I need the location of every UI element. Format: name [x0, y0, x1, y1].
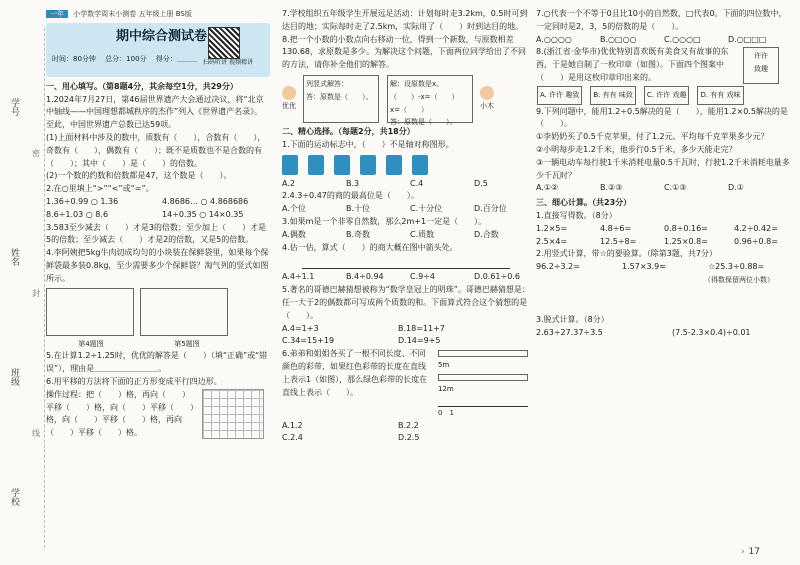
option[interactable]: D.2.5 — [398, 433, 420, 443]
option[interactable]: A.偶数 — [282, 229, 306, 239]
q2-3-options — [282, 229, 530, 242]
q2-8-options — [536, 85, 794, 106]
binding-strip — [0, 28, 45, 548]
strip-cut-2: 封 — [32, 289, 40, 298]
option[interactable]: A.○○○○ — [536, 34, 572, 44]
page-number: › 17 — [740, 547, 760, 557]
q2-6-options-a — [282, 420, 530, 433]
strip-label-name: 姓名 — [9, 248, 19, 266]
line-0: 0 — [438, 408, 443, 417]
name-xiaomu: 小木 — [480, 101, 494, 110]
calc-2-note: （得数保留两位小数） — [704, 275, 774, 284]
option[interactable]: C.4 — [410, 178, 424, 188]
q2-6: 6.弟弟和姐姐各买了一根不同长度、不同颜色的彩带，如果红色彩带的长度在直线上表示1（如图），那么绿色彩带的长度在直线上表示（ ）。 — [282, 349, 428, 397]
option[interactable]: A.2 — [282, 178, 295, 188]
total-score: 总分：100分 — [105, 54, 147, 63]
option[interactable]: D.14=9+5 — [398, 336, 441, 346]
qr-caption: 扫码听讲 视频精讲 — [203, 58, 253, 66]
option[interactable]: C.2.4 — [282, 433, 303, 443]
ribbon-figure — [438, 348, 528, 419]
calc-1: 1.直接写得数。（8分） — [536, 210, 617, 220]
option[interactable]: B.2.2 — [398, 420, 419, 430]
q2-2-options — [282, 203, 530, 216]
option[interactable]: A.个位 — [282, 204, 306, 214]
seal-figure: 许许 致趣 — [743, 47, 779, 83]
q2-item: 1.36÷0.99 ○ 1.36 — [46, 196, 119, 206]
fig4-caption: 第4题图 — [78, 339, 104, 348]
seal-option-c[interactable]: C. 许许 戏趣 — [644, 86, 690, 105]
strip-label-class: 班级 — [9, 368, 19, 386]
q2-9a: ①李奶奶买了0.5千克苹果，付了1.2元。平均每千克苹果多少元？ — [536, 132, 769, 142]
sport-icon — [360, 155, 376, 175]
option[interactable]: D.5 — [474, 178, 488, 188]
sport-icon — [308, 155, 324, 175]
q1: 1.2024年7月27日，第46届世界遗产大会通过决议，将“北京中轴线——中国理想都城秩序的杰作”列入《世界遗产名录》。至此，中国世界遗产总数已达59项。 — [46, 94, 264, 130]
option[interactable]: B.4÷0.94 — [346, 272, 384, 282]
option[interactable]: B.○□○○ — [600, 34, 637, 44]
calc-3-row — [536, 327, 794, 340]
avatar-youyou — [282, 86, 296, 100]
option[interactable]: A.1.2 — [282, 420, 303, 430]
option[interactable]: D.○□□□ — [728, 34, 767, 44]
section-2-title: 二、精心选择。（每题2分，共18分） — [282, 126, 415, 136]
option[interactable]: A.①② — [536, 183, 559, 193]
seal-option-a[interactable]: A. 许许 趣致 — [537, 86, 582, 105]
seal-option-b[interactable]: B. 有有 味致 — [590, 86, 636, 105]
calc-2-row — [536, 261, 794, 274]
sport-icon — [282, 155, 298, 175]
qr-code-icon[interactable] — [208, 27, 240, 59]
time-limit: 时间：80分钟 — [52, 54, 96, 63]
exam-title: 期中综合测试卷 — [116, 28, 208, 44]
title-banner — [46, 23, 270, 77]
q2-1-options — [282, 178, 530, 191]
grade-tag: 一年 — [46, 10, 68, 18]
q2-item: 8.6÷1.03 ○ 8.6 — [46, 209, 109, 219]
option[interactable]: D.0.61÷0.6 — [474, 272, 520, 282]
edition: 五年级上册 BS版 — [138, 10, 192, 18]
sport-icon — [386, 155, 402, 175]
q4-q5-figures — [46, 288, 270, 336]
option[interactable]: C.34=15+19 — [282, 336, 335, 346]
q2-row-1 — [46, 196, 270, 209]
calc-1-row-2 — [536, 236, 794, 249]
q6-body — [46, 389, 270, 440]
q2-row-2 — [46, 209, 270, 222]
calc-item: 2.5×4= — [536, 236, 568, 246]
q2: 2.在○里填上“>”“<”或“=”。 — [46, 184, 154, 194]
q1a: (1)上面材料中涉及的数中，质数有（ ），合数有（ ），奇数有（ ），偶数有（ ）；既不是质数也不是合数的有（ ）；其中（ ）是（ ）的倍数。 — [46, 132, 266, 168]
q2-9c: ③一辆电动车每行驶1千米消耗电量0.5千瓦时，行驶1.2千米消耗电量多少千瓦时？ — [536, 157, 790, 180]
calc-3: 3.脱式计算。（8分） — [536, 314, 609, 324]
strip-cut-3: 线 — [32, 429, 40, 438]
score-line: 得分： — [155, 54, 177, 63]
q4: 4.李阿姨把5kg牛肉切成均匀的小块装在保鲜袋里，如果每个保鲜袋最多装0.8kg，至少需要多少个保鲜袋？淘气列的竖式如图所示。 — [46, 248, 269, 283]
q6: 6.用平移的方法将下面的正方形变成平行四边形。 — [46, 376, 222, 386]
option[interactable]: C.质数 — [410, 229, 435, 239]
calc-2: 2.用竖式计算，带☆的要验算。（除第3题，共7分） — [536, 249, 717, 259]
calc-item: 2.63÷27.37÷3.5 — [536, 327, 603, 337]
exam-meta: 时间：80分钟 总分：100分 得分：＿＿＿ — [52, 54, 198, 63]
q2-8: 8.(浙江省·金华市)优优特别喜欢既有美食又有故事的东西，于是她自制了一枚印章（如图）。下面四个图案中（ ）是用这枚印章印出来的。 — [536, 47, 729, 82]
strip-cut-1: 密 — [32, 149, 40, 158]
seal-option-d[interactable]: D. 有有 戏味 — [697, 86, 743, 105]
column-1 — [46, 8, 270, 440]
strip-label-id: 学号 — [9, 98, 19, 116]
calc-item: 4.8÷6= — [600, 223, 632, 233]
q2-1: 1.下面的运动标志中，（ ）不是轴对称图形。 — [282, 139, 454, 149]
q2-9b: ②小明每步走1.2千米，他步行0.5千米，多少天能走完？ — [536, 144, 737, 154]
option[interactable]: C.十分位 — [410, 204, 443, 214]
q8-cards — [282, 74, 530, 127]
q2-item: 4.8686… ○ 4.868686 — [162, 196, 249, 206]
column-2 — [282, 8, 530, 445]
calc-item: 96.2÷3.2= — [536, 262, 580, 272]
q1b: (2)一个数的约数和倍数都是47，这个数是（ ）。 — [46, 171, 232, 181]
q2-9-options — [536, 182, 794, 195]
option[interactable]: D.合数 — [474, 229, 499, 239]
strip-label-school: 学校 — [9, 488, 19, 506]
q2-7: 7.○代表一个不等于0且比10小的自然数，□代表0。下面的四位数中，一定同时是2，3，5的倍数的是（ ）。 — [536, 9, 787, 31]
option[interactable]: B.18=11+7 — [398, 323, 445, 333]
card-vertical: 列竖式解答： 答：原数是（ ）。 — [303, 75, 379, 123]
calc-item: ☆25.3÷0.88= — [708, 262, 765, 272]
option[interactable]: B.十位 — [346, 204, 371, 214]
q2-5-options-b — [282, 335, 530, 348]
fig4-division — [46, 288, 134, 336]
q2-5: 5.著名的哥德巴赫猜想被称为“数学皇冠上的明珠”。哥德巴赫猜想是：任一大于2的偶数都可写成两个质数的和。下面算式符合这个猜想的是（ ）。 — [282, 285, 530, 320]
calc-item: 1.57×3.9≈ — [622, 262, 666, 272]
sport-icons — [282, 155, 530, 175]
q2-8-body — [536, 46, 794, 84]
option[interactable]: D.百分位 — [474, 204, 507, 214]
option[interactable]: A.4÷1.1 — [282, 272, 315, 282]
q8: 8.把一个小数的小数点向右移动一位，得到一个新数，与原数相差130.68，求原数是多少。为解决这个问题，下面两位同学给出了不同的方法，请你补全他们的解答。 — [282, 34, 526, 70]
section-1-title: 一、用心填写。（第8题4分，其余每空1分，共29分） — [46, 81, 238, 91]
calc-item: 0.8÷0.16= — [664, 223, 708, 233]
option[interactable]: C.①③ — [664, 183, 687, 193]
avatar-xiaomu — [480, 86, 494, 100]
q3: 3.583至少减去（ ）才是3的倍数；至少加上（ ）才是5的倍数；至少减去（ ）才是2的倍数，又是5的倍数。 — [46, 222, 266, 245]
q5: 5.在计算1.2÷1.25时，优优的解答是（ ）（填“正确”或“错误”），理由是＿＿＿＿＿＿＿＿。 — [46, 351, 268, 374]
section-3-title: 三、细心计算。（共23分） — [536, 198, 632, 208]
fig-captions — [46, 338, 270, 351]
calc-item: 1.25×0.8= — [664, 236, 708, 246]
option[interactable]: B.②③ — [600, 183, 623, 193]
option[interactable]: B.3 — [346, 178, 360, 188]
calc-item: 12.5÷8= — [600, 236, 637, 246]
q2-5-options-a — [282, 323, 530, 336]
series: 小学数学周末小测卷 — [73, 10, 137, 18]
fig5-caption: 第5题图 — [174, 339, 200, 348]
option[interactable]: B.奇数 — [346, 229, 371, 239]
sport-icon — [334, 155, 350, 175]
header — [46, 8, 270, 21]
q7: 7.学校组织五年级学生开展远足活动：计划每时走3.2km，0.5时可到达目的地；实际每时走了2.5km，实际用了（ ）时到达目的地。 — [282, 9, 528, 31]
grid-figure — [202, 389, 264, 439]
option[interactable]: A.4=1+3 — [282, 323, 319, 333]
q2-7-options — [536, 34, 794, 47]
column-3 — [536, 8, 794, 340]
q2-3: 3.如果m是一个非零自然数，那么2m+1一定是（ ）。 — [282, 216, 487, 226]
sport-icon — [412, 155, 428, 175]
number-line — [302, 256, 510, 269]
option[interactable]: C.○○○□ — [664, 34, 701, 44]
calc-item: (7.5-2.3×0.4)÷0.01 — [672, 327, 751, 337]
q2-2: 2.4.3÷0.47的商的最高位是（ ）。 — [282, 191, 419, 201]
calc-1-row-1 — [536, 223, 794, 236]
green-len: 12m — [438, 384, 454, 393]
red-len: 5m — [438, 361, 450, 370]
q2-6-body — [282, 348, 530, 419]
q2-9: 9.下列问题中，能用1.2÷0.5解决的是（ ），能用1.2×0.5解决的是（ ）。 — [536, 106, 788, 129]
name-youyou: 优优 — [282, 101, 296, 110]
option[interactable]: D.① — [728, 183, 744, 193]
q6a: 操作过程：把（ ）格，再向（ ）平移（ ）格，向（ ）平移（ ）格，向（ ）平移（ ）格，再向（ ）平移（ ）格。 — [46, 389, 194, 438]
calc-item: 0.96÷0.8= — [734, 236, 778, 246]
calc-item: 1.2×5= — [536, 223, 568, 233]
q2-item: 14÷0.35 ○ 14×0.35 — [162, 209, 244, 219]
option[interactable]: C.9÷4 — [410, 272, 436, 282]
fig5-division — [140, 288, 228, 336]
line-1: 1 — [449, 408, 454, 417]
q2-4-options — [282, 271, 530, 284]
card-equation: 解：设原数是x。 （ ）-x=（ ） x=（ ） 答：原数是（ ）。 — [387, 75, 473, 123]
calc-item: 4.2÷0.42= — [734, 223, 778, 233]
q2-4: 4.估一估，算式（ ）的商大概在图中箭头处。 — [282, 242, 458, 252]
q2-6-options-b — [282, 432, 530, 445]
